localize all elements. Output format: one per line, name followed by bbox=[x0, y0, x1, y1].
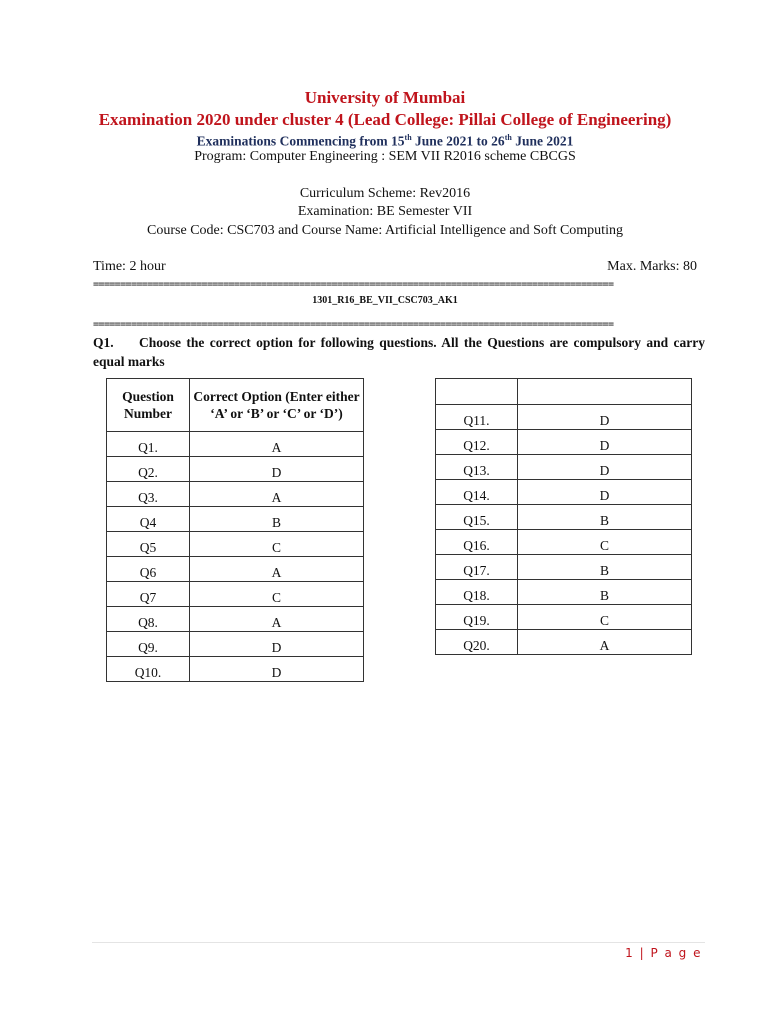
table-row bbox=[436, 555, 692, 580]
separator-rule-bottom: ================================================================================================ bbox=[93, 320, 614, 330]
exam-title: Examination 2020 under cluster 4 (Lead College: Pillai College of Engineering) bbox=[98, 110, 672, 129]
header-blank-cell bbox=[436, 379, 518, 405]
table-row bbox=[107, 632, 364, 657]
table-header-row bbox=[436, 379, 692, 405]
answer-cell: C bbox=[190, 532, 364, 557]
table-row bbox=[107, 457, 364, 482]
table-row bbox=[107, 532, 364, 557]
answer-cell: D bbox=[518, 455, 692, 480]
question-number-cell: Q17. bbox=[436, 555, 518, 580]
max-marks: Max. Marks: 80 bbox=[607, 259, 697, 274]
question-number-cell: Q10. bbox=[107, 657, 190, 682]
header-blank-cell bbox=[518, 379, 692, 405]
table-row bbox=[436, 405, 692, 430]
table-row bbox=[107, 607, 364, 632]
question-number-cell: Q13. bbox=[436, 455, 518, 480]
answer-cell: A bbox=[190, 557, 364, 582]
answer-cell: B bbox=[518, 505, 692, 530]
answer-cell: B bbox=[190, 507, 364, 532]
answer-cell: D bbox=[190, 657, 364, 682]
question-number-cell: Q11. bbox=[436, 405, 518, 430]
university-title: University of Mumbai bbox=[304, 88, 466, 107]
question-number-cell: Q2. bbox=[107, 457, 190, 482]
separator-rule-top: ================================================================================================ bbox=[93, 280, 614, 290]
question-number-cell: Q5 bbox=[107, 532, 190, 557]
table-row bbox=[436, 530, 692, 555]
answer-cell: D bbox=[518, 480, 692, 505]
answer-cell: A bbox=[190, 607, 364, 632]
table-row bbox=[107, 482, 364, 507]
answer-table-left bbox=[106, 378, 364, 682]
answer-cell: A bbox=[518, 630, 692, 655]
answer-cell: D bbox=[190, 457, 364, 482]
table-row bbox=[436, 580, 692, 605]
question-number-cell: Q12. bbox=[436, 430, 518, 455]
answer-cell: C bbox=[518, 605, 692, 630]
exam-dates-sup-end: th bbox=[504, 133, 512, 142]
answer-cell: A bbox=[190, 432, 364, 457]
exam-dates-mid: June 2021 to 26 bbox=[411, 133, 505, 149]
question-number-cell: Q16. bbox=[436, 530, 518, 555]
table-row bbox=[107, 432, 364, 457]
curriculum-scheme: Curriculum Scheme: Rev2016 bbox=[299, 186, 471, 201]
time-allowed: Time: 2 hour bbox=[93, 259, 166, 274]
answer-cell: D bbox=[190, 632, 364, 657]
question-number-cell: Q3. bbox=[107, 482, 190, 507]
table-row bbox=[436, 430, 692, 455]
table-row bbox=[436, 505, 692, 530]
answer-cell: C bbox=[190, 582, 364, 607]
question-number-cell: Q6 bbox=[107, 557, 190, 582]
answer-table-right bbox=[435, 378, 692, 655]
question-number-cell: Q1. bbox=[107, 432, 190, 457]
table-row bbox=[436, 480, 692, 505]
question-number-cell: Q7 bbox=[107, 582, 190, 607]
answer-cell: D bbox=[518, 405, 692, 430]
header-correct-option: Correct Option (Enter either ‘A’ or ‘B’ or ‘C’ or ‘D’) bbox=[190, 379, 364, 432]
exam-dates-prefix: Examinations Commencing from 15 bbox=[196, 133, 405, 149]
page-number: 1 | P a g e bbox=[625, 946, 702, 960]
exam-dates-suffix: June 2021 bbox=[511, 133, 574, 149]
table-row bbox=[107, 507, 364, 532]
question-number-cell: Q4 bbox=[107, 507, 190, 532]
examination-line: Examination: BE Semester VII bbox=[297, 204, 473, 219]
footer-divider bbox=[92, 942, 705, 943]
table-row bbox=[107, 657, 364, 682]
question-text: Choose the correct option for following questions. All the Questions are compulsory and carry equal marks bbox=[93, 335, 705, 369]
paper-code: 1301_R16_BE_VII_CSC703_AK1 bbox=[312, 295, 458, 306]
answer-cell: A bbox=[190, 482, 364, 507]
course-line: Course Code: CSC703 and Course Name: Artificial Intelligence and Soft Computing bbox=[147, 223, 623, 238]
table-header-row bbox=[107, 379, 364, 432]
question-number-cell: Q20. bbox=[436, 630, 518, 655]
question-number-cell: Q19. bbox=[436, 605, 518, 630]
question-number-cell: Q18. bbox=[436, 580, 518, 605]
question-number-cell: Q8. bbox=[107, 607, 190, 632]
answer-cell: C bbox=[518, 530, 692, 555]
question-1 bbox=[93, 333, 705, 371]
answer-cell: B bbox=[518, 580, 692, 605]
question-number-cell: Q14. bbox=[436, 480, 518, 505]
question-number-cell: Q15. bbox=[436, 505, 518, 530]
question-number: Q1. bbox=[93, 335, 114, 350]
answer-cell: B bbox=[518, 555, 692, 580]
table-row bbox=[436, 605, 692, 630]
answer-cell: D bbox=[518, 430, 692, 455]
question-number-cell: Q9. bbox=[107, 632, 190, 657]
program-line: Program: Computer Engineering : SEM VII R2016 scheme CBCGS bbox=[194, 149, 576, 164]
table-row bbox=[436, 630, 692, 655]
header-question-number: Question Number bbox=[107, 379, 190, 432]
table-row bbox=[107, 557, 364, 582]
exam-dates bbox=[0, 133, 770, 150]
table-row bbox=[436, 455, 692, 480]
exam-dates-sup-start: th bbox=[404, 133, 412, 142]
table-row bbox=[107, 582, 364, 607]
